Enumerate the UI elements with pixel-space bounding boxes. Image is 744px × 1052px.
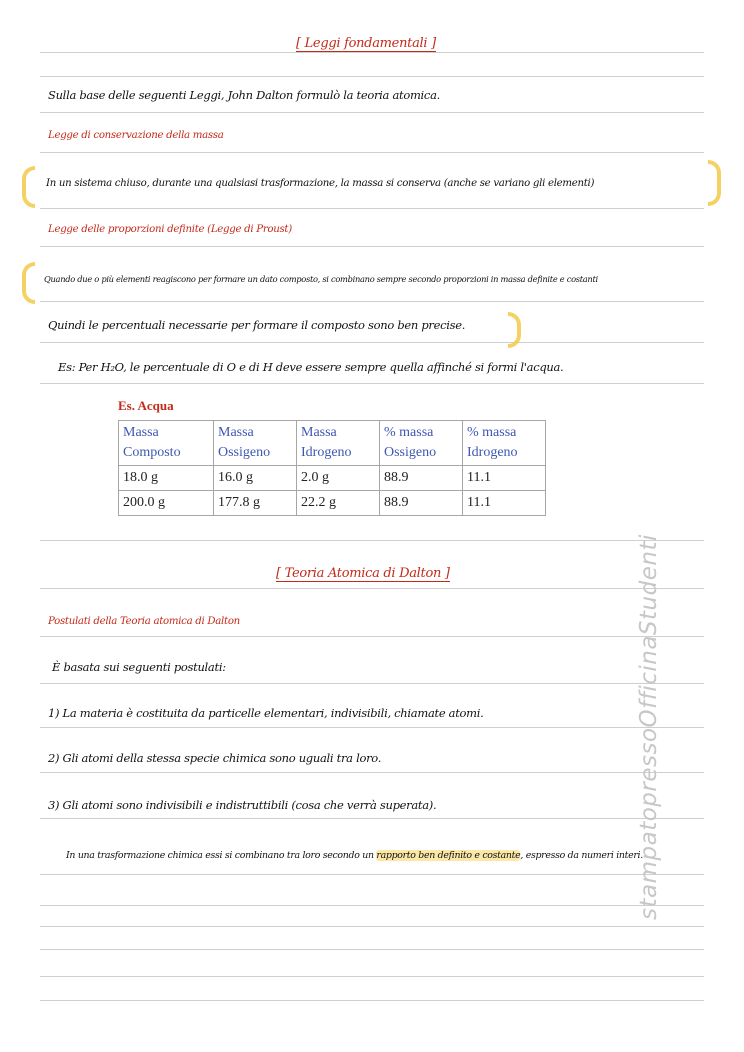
table-cell: 11.1 [463, 491, 546, 516]
highlight-bracket-left [22, 166, 35, 208]
table-cell: 16.0 g [214, 466, 297, 491]
postulates-title: Postulati della Teoria atomica di Dalton [48, 616, 240, 627]
final-sentence-end: , espresso da numeri interi. [520, 850, 643, 861]
final-sentence-highlight: rapporto ben definito e costante [376, 850, 521, 861]
header-massa-ossigeno: Massa Ossigeno [214, 421, 297, 466]
law1-text: In un sistema chiuso, durante una qualsiasi trasformazione, la massa si conserva (anche se variano gli elementi) [46, 178, 595, 189]
section-title-leggi: [ Leggi fondamentali ] [296, 36, 436, 51]
law1-title: Legge di conservazione della massa [48, 130, 224, 141]
header-percent-ossigeno: % massa Ossigeno [380, 421, 463, 466]
water-table-container [118, 398, 546, 516]
header-massa-composto: Massa Composto [119, 421, 214, 466]
table-cell: 88.9 [380, 491, 463, 516]
table-cell: 2.0 g [297, 466, 380, 491]
table-header-row [119, 421, 546, 466]
header-percent-idrogeno: % massa Idrogeno [463, 421, 546, 466]
table-cell: 177.8 g [214, 491, 297, 516]
table-cell: 18.0 g [119, 466, 214, 491]
highlight-bracket-left-2 [22, 262, 35, 304]
law2-title: Legge delle proporzioni definite (Legge di Proust) [48, 224, 292, 235]
table-row [119, 466, 546, 491]
table-cell: 11.1 [463, 466, 546, 491]
table-cell: 200.0 g [119, 491, 214, 516]
postulate-1: 1) La materia è costituita da particelle elementari, indivisibili, chiamate atomi. [48, 706, 484, 720]
table-cell: 88.9 [380, 466, 463, 491]
table-row [119, 491, 546, 516]
law2-text-line2: Quindi le percentuali necessarie per formare il composto sono ben precise. [48, 318, 466, 332]
postulate-2: 2) Gli atomi della stessa specie chimica sono uguali tra loro. [48, 751, 382, 765]
highlight-bracket-right [708, 160, 721, 206]
section-title-dalton: [ Teoria Atomica di Dalton ] [276, 566, 450, 581]
table-caption: Es. Acqua [118, 398, 174, 413]
postulate-3: 3) Gli atomi sono indivisibili e indistruttibili (cosa che verrà superata). [48, 798, 437, 812]
final-sentence-start: In una trasformazione chimica essi si combinano tra loro secondo un [66, 850, 374, 861]
postulates-intro: È basata sui seguenti postulati: [52, 660, 226, 674]
water-mass-table [118, 420, 546, 516]
final-sentence [66, 850, 643, 861]
header-massa-idrogeno: Massa Idrogeno [297, 421, 380, 466]
watermark: stampatopressoOfficinaStudenti [636, 534, 662, 920]
table-cell: 22.2 g [297, 491, 380, 516]
example-text: Es: Per H₂O, le percentuale di O e di H deve essere sempre quella affinché si formi l'acqua. [58, 360, 564, 374]
law2-text-line1: Quando due o più elementi reagiscono per formare un dato composto, si combinano sempre secondo proporzioni in massa definite e costanti [44, 274, 598, 284]
intro-text: Sulla base delle seguenti Leggi, John Dalton formulò la teoria atomica. [48, 88, 440, 102]
